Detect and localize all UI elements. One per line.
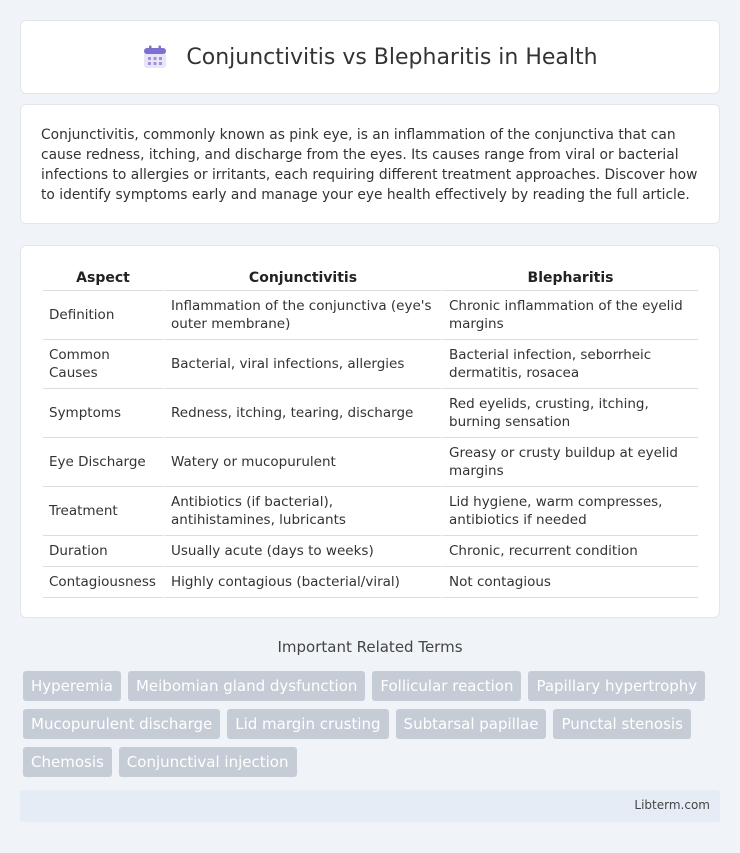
conjunctivitis-cell: Antibiotics (if bacterial), antihistamines, lubricants — [163, 487, 441, 536]
header-blepharitis: Blepharitis — [441, 266, 698, 291]
aspect-cell: Common Causes — [43, 340, 163, 389]
table-row — [43, 536, 698, 567]
related-term-tag[interactable]: Follicular reaction — [372, 671, 521, 701]
aspect-cell: Definition — [43, 291, 163, 340]
aspect-cell: Duration — [43, 536, 163, 567]
comparison-table — [43, 266, 698, 598]
blepharitis-cell: Chronic inflammation of the eyelid margins — [441, 291, 698, 340]
table-row — [43, 291, 698, 340]
footer — [20, 790, 720, 822]
intro-text: Conjunctivitis, commonly known as pink eye, is an inflammation of the conjunctiva that can cause redness, itching, and discharge from the eyes. Its causes range from viral or bacterial infections to allergies or irritants, each requiring different treatment approaches. Discover how to identify symptoms early and manage your eye health effectively by reading the full article. — [41, 127, 698, 203]
related-term-tag[interactable]: Hyperemia — [23, 671, 121, 701]
table-row — [43, 389, 698, 438]
header-card — [20, 20, 720, 94]
header-conjunctivitis: Conjunctivitis — [163, 266, 441, 291]
conjunctivitis-cell: Usually acute (days to weeks) — [163, 536, 441, 567]
related-term-tag[interactable]: Papillary hypertrophy — [528, 671, 705, 701]
table-row — [43, 340, 698, 389]
blepharitis-cell: Not contagious — [441, 567, 698, 598]
related-terms-list — [23, 671, 723, 777]
related-term-tag[interactable]: Conjunctival injection — [119, 747, 297, 777]
conjunctivitis-cell: Inflammation of the conjunctiva (eye's outer membrane) — [163, 291, 441, 340]
related-term-tag[interactable]: Mucopurulent discharge — [23, 709, 220, 739]
aspect-cell: Contagiousness — [43, 567, 163, 598]
table-row — [43, 567, 698, 598]
related-terms-title: Important Related Terms — [277, 638, 463, 656]
header-aspect: Aspect — [43, 266, 163, 291]
conjunctivitis-cell: Highly contagious (bacterial/viral) — [163, 567, 441, 598]
related-term-tag[interactable]: Chemosis — [23, 747, 112, 777]
table-row — [43, 487, 698, 536]
conjunctivitis-cell: Watery or mucopurulent — [163, 438, 441, 487]
blepharitis-cell: Greasy or crusty buildup at eyelid margins — [441, 438, 698, 487]
related-term-tag[interactable]: Punctal stenosis — [553, 709, 690, 739]
blepharitis-cell: Red eyelids, crusting, itching, burning sensation — [441, 389, 698, 438]
related-term-tag[interactable]: Lid margin crusting — [227, 709, 388, 739]
comparison-card — [20, 245, 720, 618]
related-term-tag[interactable]: Meibomian gland dysfunction — [128, 671, 365, 701]
blepharitis-cell: Bacterial infection, seborrheic dermatitis, rosacea — [441, 340, 698, 389]
blepharitis-cell: Lid hygiene, warm compresses, antibiotics if needed — [441, 487, 698, 536]
conjunctivitis-cell: Redness, itching, tearing, discharge — [163, 389, 441, 438]
aspect-cell: Treatment — [43, 487, 163, 536]
aspect-cell: Eye Discharge — [43, 438, 163, 487]
intro-card — [20, 104, 720, 224]
aspect-cell: Symptoms — [43, 389, 163, 438]
table-row — [43, 438, 698, 487]
calendar-icon — [142, 44, 168, 70]
blepharitis-cell: Chronic, recurrent condition — [441, 536, 698, 567]
conjunctivitis-cell: Bacterial, viral infections, allergies — [163, 340, 441, 389]
page-title: Conjunctivitis vs Blepharitis in Health — [186, 44, 598, 70]
related-term-tag[interactable]: Subtarsal papillae — [396, 709, 547, 739]
footer-brand-link[interactable]: Libterm.com — [634, 798, 710, 812]
